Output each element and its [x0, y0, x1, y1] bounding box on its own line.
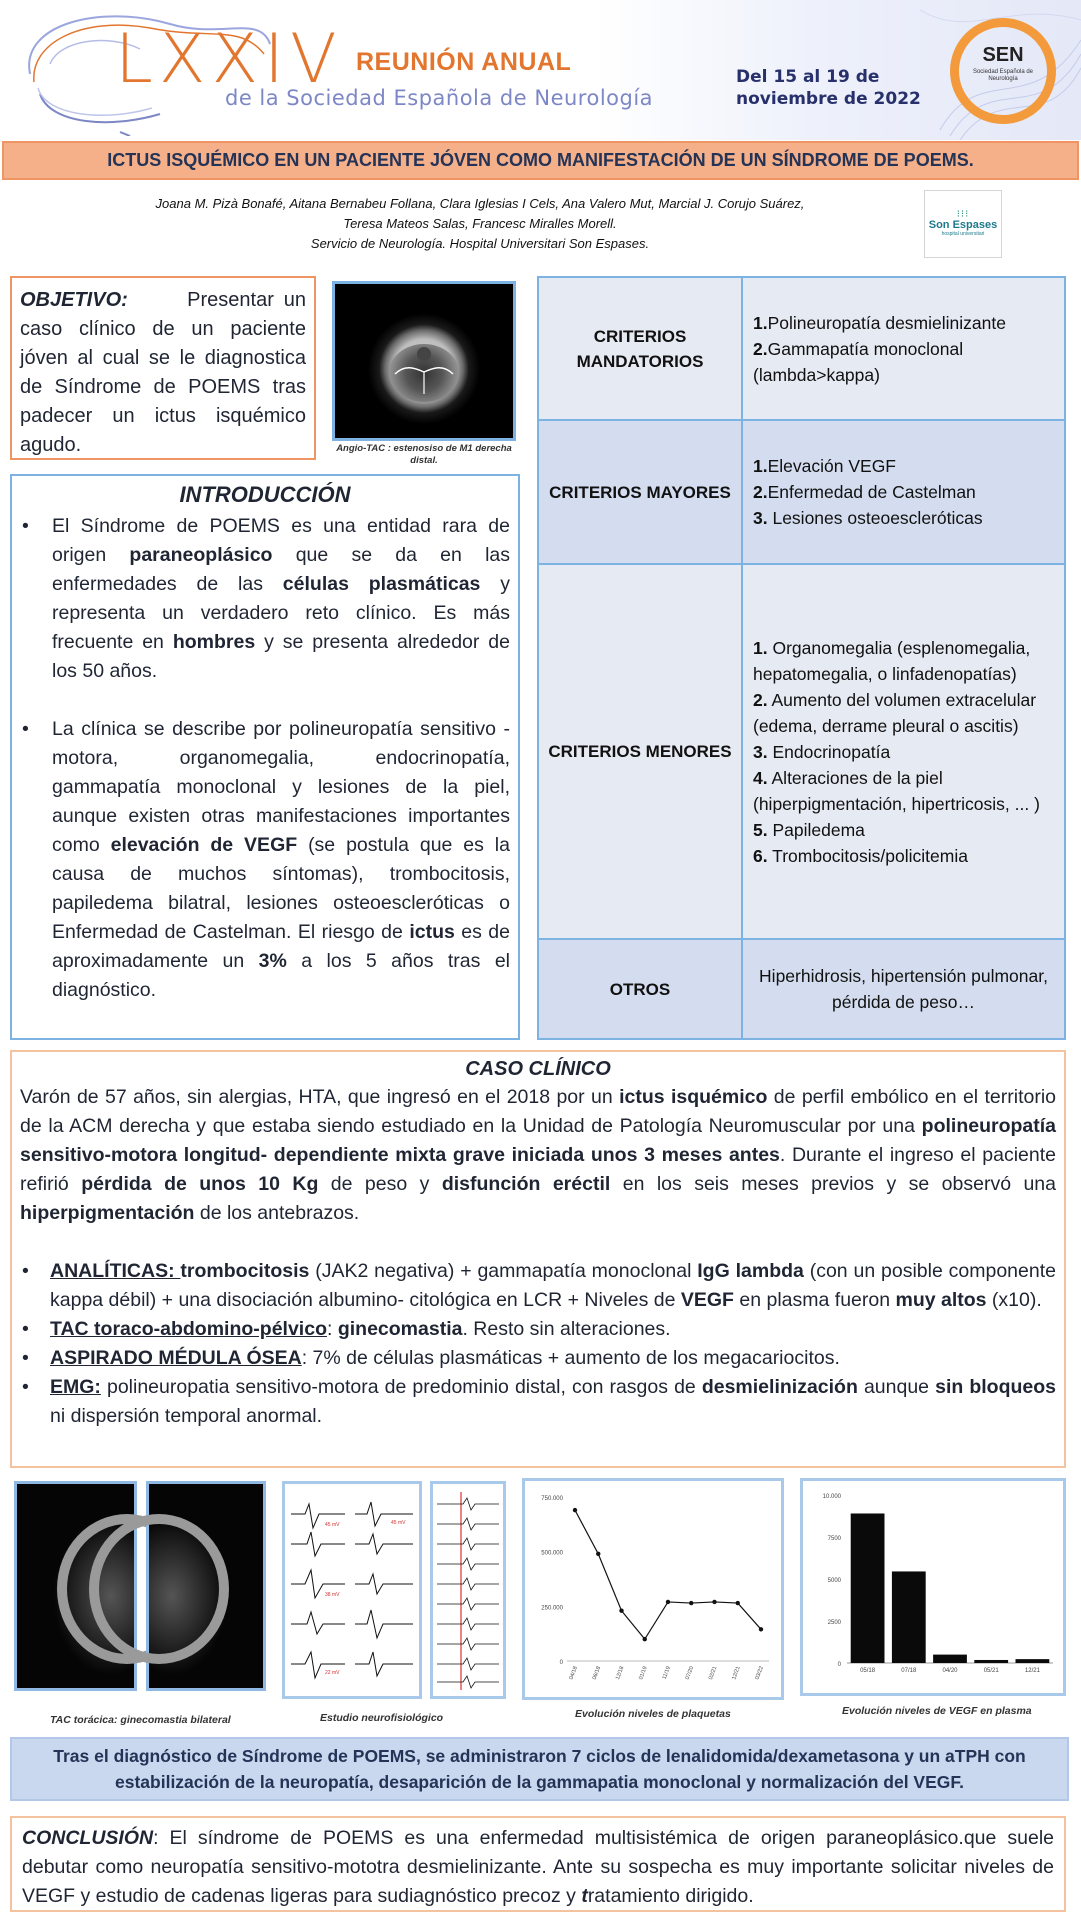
objetivo-box [10, 276, 316, 460]
criteria-label: CRITERIOS MANDATORIOS [539, 278, 743, 419]
criteria-values: Hiperhidrosis, hipertensión pulmonar, pérdida de peso… [759, 966, 1048, 1012]
vegf-chart-box [800, 1478, 1066, 1696]
angio-caption: Angio-TAC : estenosiso de M1 derecha distal. [336, 443, 512, 466]
conclusion-bold-t: t [581, 1885, 588, 1907]
x-tick-label: 12/21 [731, 1665, 742, 1681]
criteria-values [743, 421, 1064, 563]
emg-waveforms [285, 1484, 419, 1696]
criteria-item: 2. Aumento del volumen extracelular (edema, derrame pleural o ascitis) [753, 689, 1037, 736]
conclusion-box [10, 1816, 1066, 1912]
data-point [666, 1600, 670, 1604]
angio-tac-image [332, 281, 516, 441]
ct-caption: TAC torácica: ginecomastia bilateral [50, 1714, 231, 1726]
bar [933, 1655, 967, 1663]
ct-ribcage-shape [89, 1514, 229, 1664]
criteria-table [537, 276, 1066, 1040]
vegf-caption: Evolución niveles de VEGF en plasma [842, 1705, 1032, 1717]
data-point [619, 1609, 623, 1613]
criteria-row-otros [539, 940, 1064, 1038]
criteria-item: 2.Enfermedad de Castelman [753, 482, 976, 502]
criteria-values [743, 278, 1064, 419]
y-tick-label: 10.000 [822, 1494, 841, 1500]
society-name: de la Sociedad Española de Neurología [225, 86, 654, 110]
hospital-logo [924, 190, 1002, 258]
x-tick-label: 02/21 [708, 1665, 719, 1681]
platelet-chart-box [522, 1478, 784, 1700]
data-point [596, 1552, 600, 1556]
caso-finding-tac: • TAC toraco-abdomino-pélvico: ginecomastia. Resto sin alteraciones. [20, 1315, 1056, 1344]
criteria-values [743, 565, 1064, 938]
edition-logo: LXXIV [115, 20, 343, 99]
series-line [575, 1510, 761, 1639]
criteria-label: OTROS [539, 940, 743, 1038]
conclusion-colon: : [153, 1827, 159, 1849]
data-point [736, 1601, 740, 1605]
data-point [759, 1627, 763, 1631]
hospital-logo-dots-icon: ⁝⁝⁝ [956, 209, 970, 220]
emg-f-waves [433, 1484, 503, 1696]
poster-title-bar [2, 141, 1079, 180]
hospital-logo-name: Son Espases [928, 219, 998, 231]
caso-findings-list [20, 1257, 1056, 1431]
criteria-row-menores [539, 565, 1064, 940]
criteria-item: 2.Gammapatía monoclonal (lambda>kappa) [753, 338, 964, 385]
svg-text:22 mV: 22 mV [325, 1670, 340, 1676]
criteria-item: 5. Papiledema [753, 819, 865, 840]
caso-finding-analiticas: • ANALÍTICAS: trombocitosis (JAK2 negativa) + gammapatía monoclonal IgG lambda (con un posible componente kappa débil) + una disociación albumino- citológica en LCR + Niveles de VEGF en plasma fueron muy altos (x10). [20, 1257, 1056, 1315]
platelet-caption: Evolución niveles de plaquetas [575, 1708, 731, 1720]
authors-affiliation: Servicio de Neurología. Hospital Universitari Son Espases. [310, 236, 650, 251]
y-tick-label: 0 [837, 1662, 841, 1668]
x-tick-label: 04/18 [568, 1665, 579, 1681]
criteria-label: CRITERIOS MAYORES [539, 421, 743, 563]
caso-heading: CASO CLÍNICO [465, 1058, 611, 1080]
authors-block [120, 194, 840, 254]
caso-clinico-box [10, 1050, 1066, 1468]
caso-finding-emg: • EMG: polineuropatia sensitivo-motora de predominio distal, con rasgos de desmielinización aunque sin bloqueos ni dispersión temporal anormal. [20, 1373, 1056, 1431]
emg-trace-panel-left [282, 1481, 422, 1699]
y-tick-label: 2500 [827, 1620, 841, 1626]
x-tick-label: 07/18 [901, 1668, 917, 1674]
y-tick-label: 5000 [827, 1578, 841, 1584]
poster-title: ICTUS ISQUÉMICO EN UN PACIENTE JÓVEN COMO MANIFESTACIÓN DE UN SÍNDROME DE POEMS. [107, 150, 974, 170]
x-tick-label: 11/19 [661, 1665, 672, 1681]
introduccion-box [10, 474, 520, 1040]
emg-caption: Estudio neurofisiológico [320, 1712, 444, 1724]
poster-header [0, 0, 1081, 140]
x-tick-label: 04/20 [942, 1668, 958, 1674]
y-tick-label: 250.000 [541, 1605, 563, 1612]
objetivo-text: Presentar un caso clínico de un paciente jóven al cual se le diagnostica de Síndrome de POEMS tras padecer un ictus isquémico agudo. [20, 289, 306, 456]
introduccion-list [20, 512, 510, 1005]
data-point [689, 1601, 693, 1605]
conclusion-label: CONCLUSIÓN [22, 1827, 154, 1849]
svg-text:45 mV: 45 mV [325, 1522, 340, 1528]
criteria-item: 1. Organomegalia (esplenomegalia, hepatomegalia, o linfadenopatías) [753, 637, 1031, 684]
svg-text:38 mV: 38 mV [325, 1592, 340, 1598]
criteria-row-mayores [539, 421, 1064, 565]
sen-logo-subtitle: Sociedad Española de Neurología [972, 69, 1034, 82]
svg-text:45 mV: 45 mV [391, 1520, 406, 1526]
sen-logo: SEN [982, 44, 1024, 66]
y-tick-label: 500.000 [541, 1550, 563, 1557]
introduccion-item: • El Síndrome de POEMS es una entidad rara de origen paraneoplásico que se da en las enfermedades de las células plasmáticas y representa un verdadero reto clínico. Es más frecuente en hombres y se presenta alrededor de los 50 años. [20, 512, 510, 686]
data-point [712, 1600, 716, 1604]
x-tick-label: 05/18 [860, 1668, 876, 1674]
vegf-chart [803, 1481, 1063, 1693]
meeting-title: REUNIÓN ANUAL [356, 48, 572, 76]
dates-line-1: Del 15 al 19 de [736, 67, 880, 87]
x-tick-label: 05/21 [983, 1668, 999, 1674]
caso-paragraph: Varón de 57 años, sin alergias, HTA, que ingresó en el 2018 por un ictus isquémico de perfil embólico en el territorio de la ACM derecha y que estaba siendo estudiado en la Unidad de Patología Neuromuscular por una polineuropatía sensitivo-motora longitud- dependiente mixta grave iniciada unos 3 meses antes. Durante el ingreso el paciente refirió pérdida de unos 10 Kg de peso y disfunción eréctil en los seis meses previos y se observó una hiperpigmentación de los antebrazos. [20, 1086, 1057, 1224]
data-point [573, 1508, 577, 1512]
y-tick-label: 7500 [827, 1536, 841, 1542]
bar [892, 1571, 926, 1663]
criteria-item: 3. Endocrinopatía [753, 741, 891, 762]
emg-trace-panel-right [430, 1481, 506, 1699]
objetivo-gap [138, 289, 187, 311]
objetivo-label: OBJETIVO: [20, 289, 128, 311]
x-tick-label: 07/20 [684, 1665, 696, 1681]
authors-line-2: Teresa Mateos Salas, Francesc Miralles Morell. [343, 216, 617, 231]
platelet-chart [525, 1481, 781, 1697]
caso-finding-aspirado: • ASPIRADO MÉDULA ÓSEA: 7% de células plasmáticas + aumento de los megacariocitos. [20, 1344, 1056, 1373]
angio-vessel-lines [335, 284, 513, 438]
x-tick-label: 12/18 [615, 1665, 626, 1681]
conclusion-text-end: ratamiento dirigido. [587, 1885, 754, 1907]
conclusion-text: El síndrome de POEMS es una enfermedad multisistémica de origen paraneoplásico.que suele debutar como neuropatía sensitivo-mototra desmielinizante. Ante su sospecha es muy importante solicitar niveles de VEGF y estudio de cadenas ligeras para sudiagnóstico precoz y [22, 1827, 1054, 1907]
bar [851, 1513, 885, 1663]
x-tick-label: 01/19 [638, 1665, 649, 1681]
data-point [643, 1637, 647, 1641]
criteria-item: 4. Alteraciones de la piel (hiperpigmentación, hipertricosis, ... ) [753, 767, 1040, 814]
criteria-item: 6. Trombocitosis/policitemia [753, 845, 968, 866]
criteria-row-mandatorios [539, 278, 1064, 421]
x-tick-label: 12/21 [1024, 1668, 1040, 1674]
criteria-item: 1.Polineuropatía desmielinizante [753, 312, 1006, 333]
criteria-item: 3. Lesiones osteoescleróticas [753, 508, 983, 528]
x-tick-label: 06/18 [591, 1665, 603, 1681]
treatment-bar [10, 1737, 1069, 1801]
bar [974, 1660, 1008, 1663]
y-tick-label: 0 [559, 1660, 563, 1666]
hospital-logo-sub: hospital universitari [941, 231, 985, 237]
dates-line-2: noviembre de 2022 [736, 89, 921, 109]
x-tick-label: 03/22 [754, 1665, 765, 1681]
authors-line-1: Joana M. Pizà Bonafé, Aitana Bernabeu Follana, Clara Iglesias I Cels, Ana Valero Mut, Marcial J. Corujo Suárez, [155, 196, 805, 211]
bar [1016, 1659, 1050, 1663]
criteria-item: 1.Elevación VEGF [753, 456, 896, 476]
introduccion-item: • La clínica se describe por polineuropatía sensitivo - motora, organomegalia, endocrinopatía, gammapatía monoclonal y lesiones de la piel, aunque existen otras manifestaciones importantes como elevación de VEGF (se postula que es la causa de muchos síntomas), trombocitosis, papiledema bilatral, lesiones osteoescleróticas o Enfermedad de Castelman. El riesgo de ictus es de aproximadamente un 3% a los 5 años tras el diagnóstico. [20, 715, 510, 1005]
y-tick-label: 750.000 [541, 1496, 563, 1502]
criteria-label: CRITERIOS MENORES [539, 565, 743, 938]
introduccion-heading: INTRODUCCIÓN [179, 482, 351, 507]
treatment-text: Tras el diagnóstico de Síndrome de POEMS, se administraron 7 ciclos de lenalidomida/dexametasona y un aTPH con estabilización de la neuropatía, desaparición de la gammapatia monoclonal y normalización del VEGF. [53, 1746, 1026, 1792]
ct-thorax-image-right [146, 1481, 266, 1691]
